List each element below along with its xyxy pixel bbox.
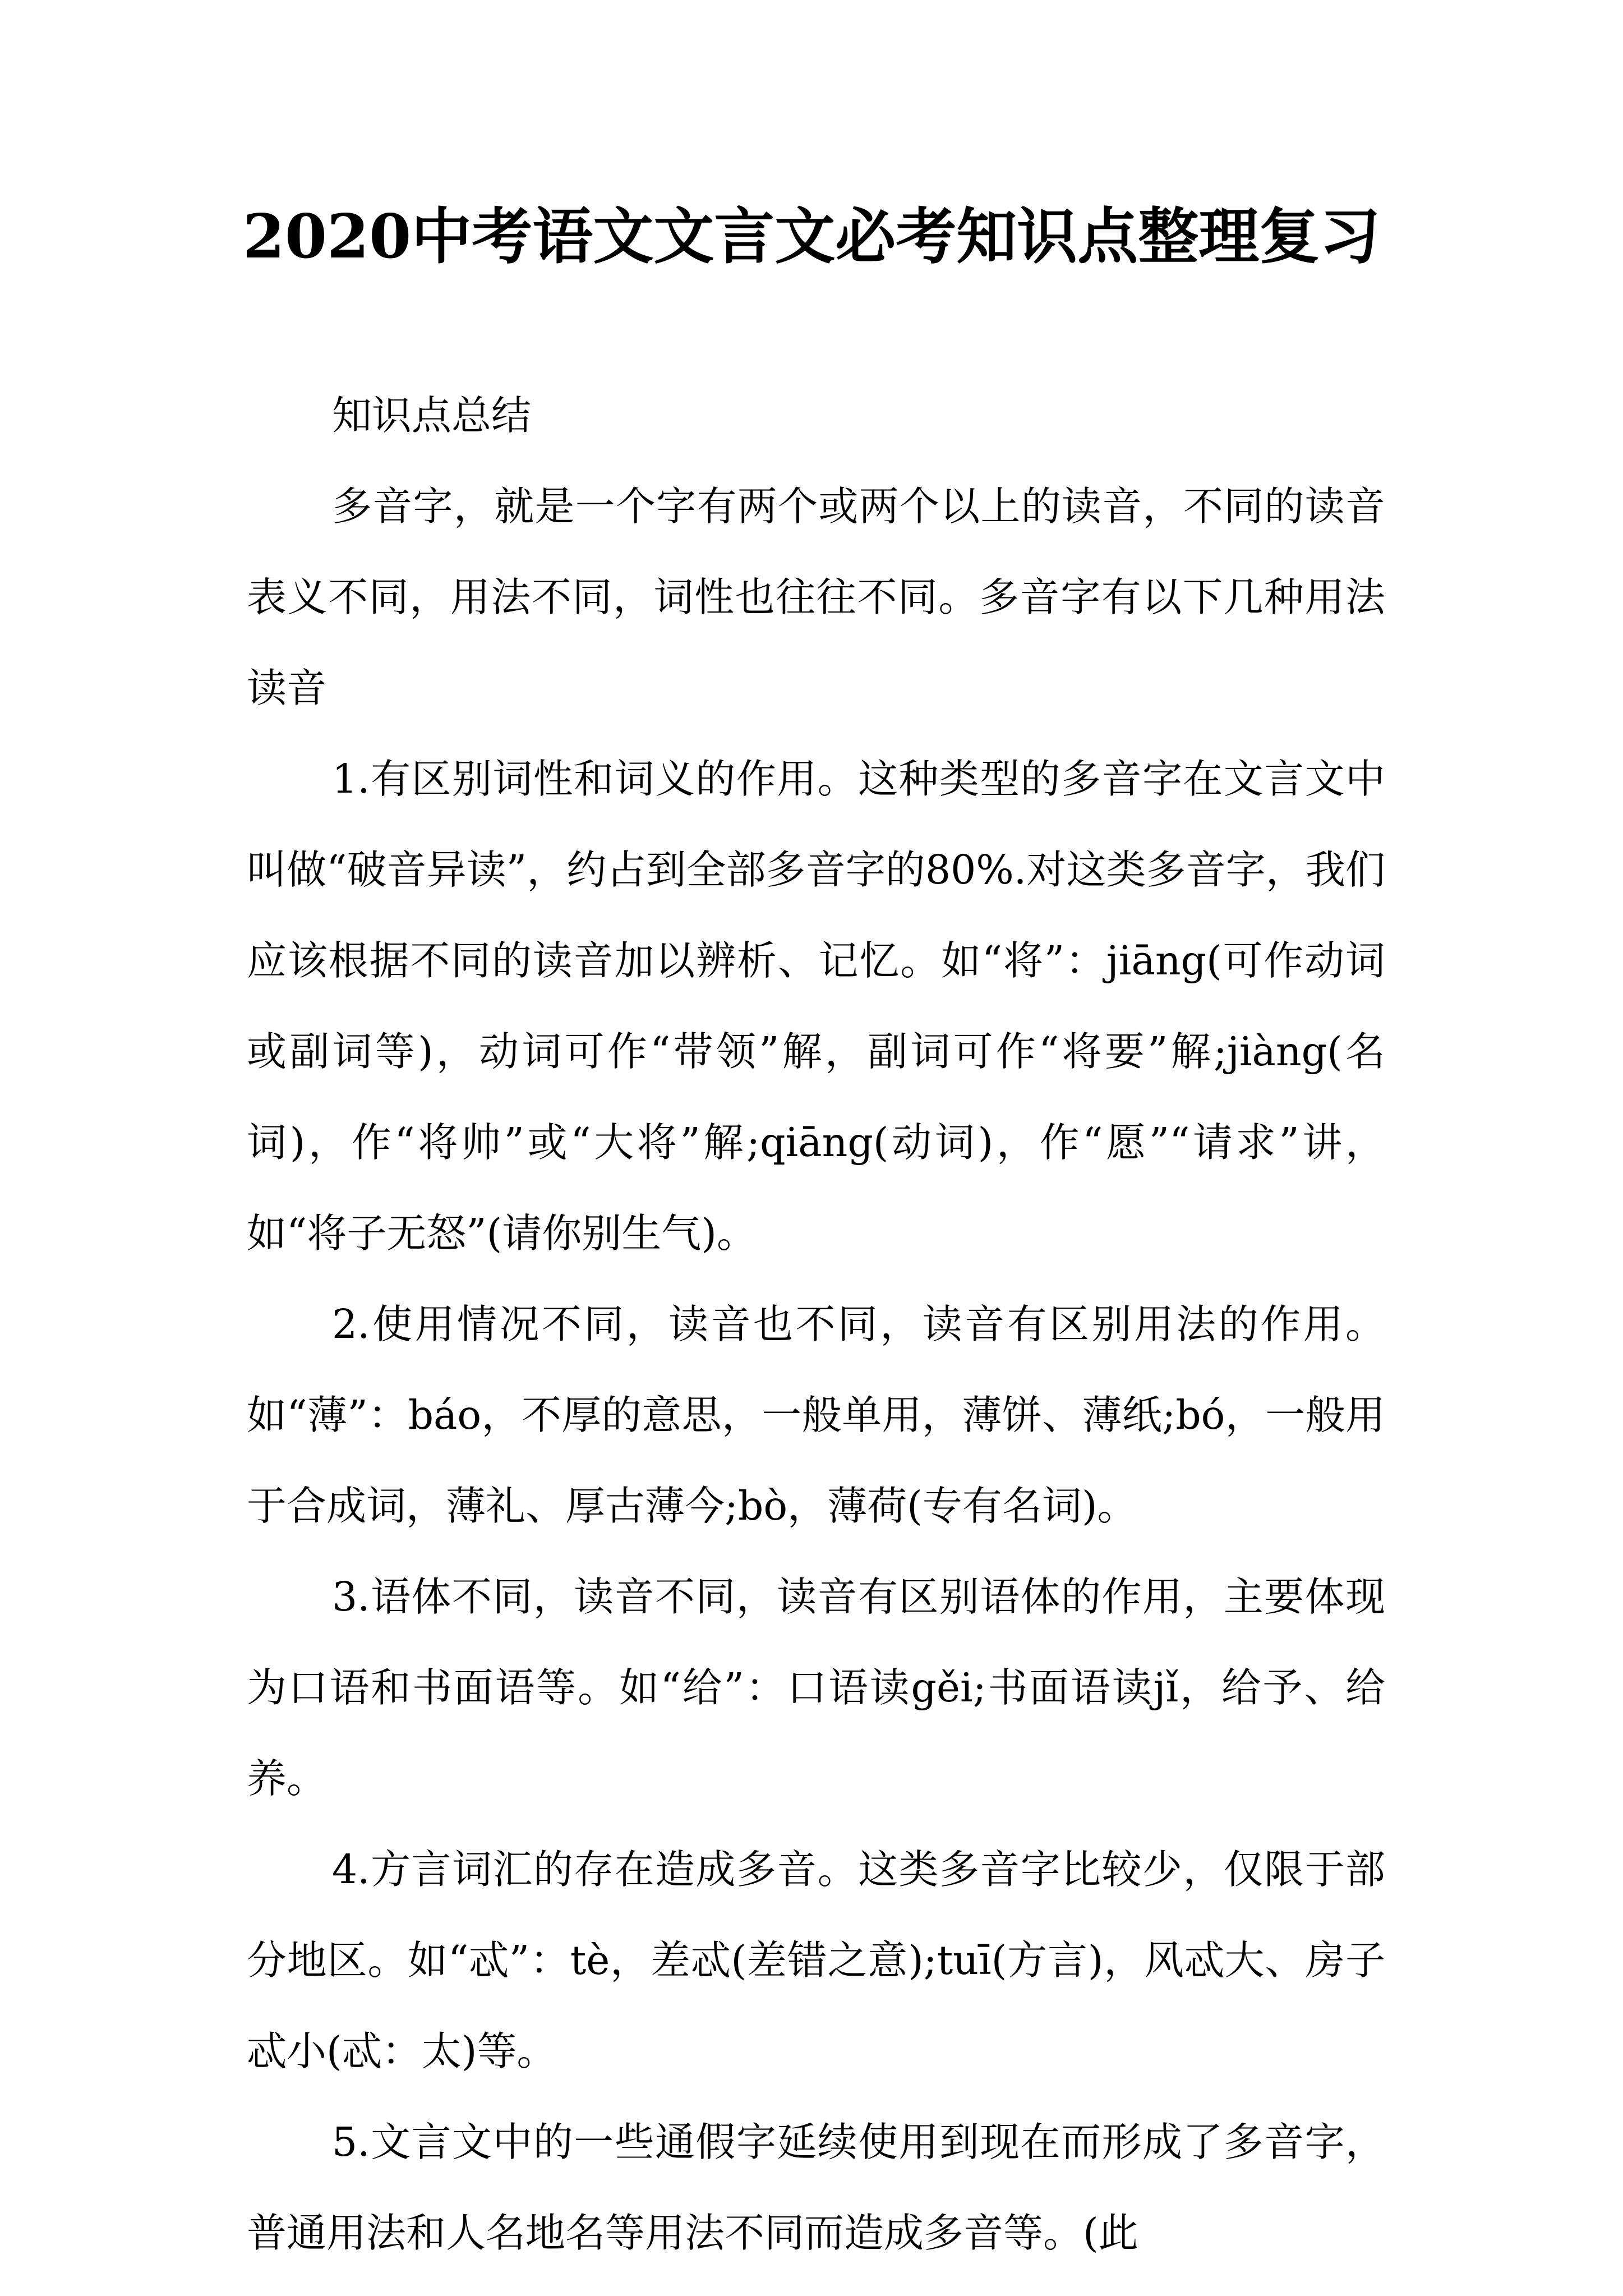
paragraph-point-1: 1.有区别词性和词义的作用。这种类型的多音字在文言文中叫做“破音异读”，约占到全部多音字的80%.对这类多音字，我们应该根据不同的读音加以辨析、记忆。如“将”：jiāng(可作动词或副词等)，动词可作“带领”解，副词可作“将要”解;jiàng(名词)，作“将帅”或“大将”解;qiāng(动词)，作“愿”“请求”讲，如“将子无怒”(请你别生气)。 xyxy=(247,756,1385,1257)
paragraph-point-5: 5.文言文中的一些通假字延续使用到现在而形成了多音字，普通用法和人名地名等用法不同而造成多音等。(此 xyxy=(247,2119,1385,2256)
paragraph-point-3: 3.语体不同，读音不同，读音有区别语体的作用，主要体现为口语和书面语等。如“给”：口语读gěi;书面语读jǐ，给予、给养。 xyxy=(247,1573,1385,1802)
document-body xyxy=(247,370,1385,2279)
paragraph-point-4: 4.方言词汇的存在造成多音。这类多音字比较少，仅限于部分地区。如“忒”：tè，差忒(差错之意);tuī(方言)，风忒大、房子忒小(忒：太)等。 xyxy=(247,1846,1385,2074)
document-title: 2020中考语文文言文必考知识点整理复习 xyxy=(242,201,1381,272)
paragraph-point-2: 2.使用情况不同，读音也不同，读音有区别用法的作用。如“薄”：báo，不厚的意思，一般单用，薄饼、薄纸;bó，一般用于合成词，薄礼、厚古薄今;bò，薄荷(专有名词)。 xyxy=(247,1301,1385,1529)
paragraph-intro: 多音字，就是一个字有两个或两个以上的读音，不同的读音表义不同，用法不同，词性也往往不同。多音字有以下几种用法读音 xyxy=(247,483,1385,711)
section-heading: 知识点总结 xyxy=(332,392,532,439)
